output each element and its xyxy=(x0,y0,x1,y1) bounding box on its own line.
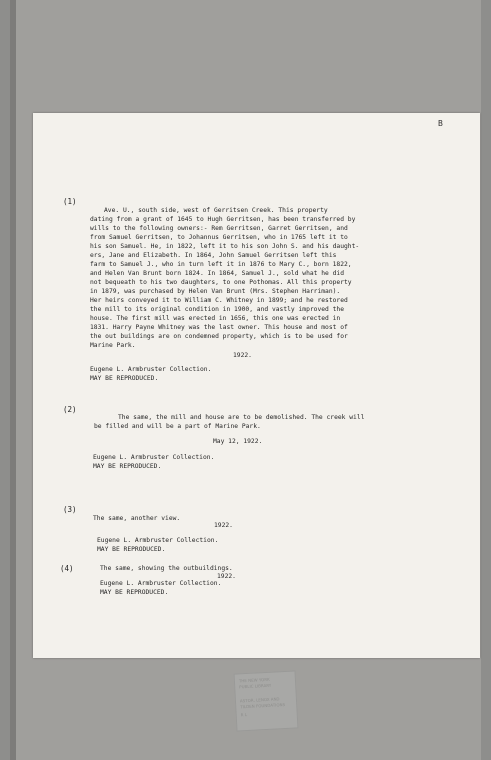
reproduction-notice: MAY BE REPRODUCED. xyxy=(97,546,166,553)
stamp-line: ASTOR, LENOX AND xyxy=(239,696,280,704)
entry-text-line: be filled and will be a part of Marine Park. xyxy=(94,423,261,430)
entry-text-line: and Helen Van Brunt born 1824. In 1864, Samuel J., sold what he did xyxy=(90,270,345,277)
entry-text-line: The same, another view. xyxy=(93,515,181,522)
entry-date: 1922. xyxy=(217,573,236,580)
reproduction-notice: MAY BE REPRODUCED. xyxy=(93,463,162,470)
collection-credit: Eugene L. Armbruster Collection. xyxy=(93,454,215,461)
entry-date: May 12, 1922. xyxy=(213,438,263,445)
entry-text-line: ers, Jane and Elizabeth. In 1864, John Samuel Gerritsen left this xyxy=(90,252,337,259)
entry-text-line: wills to the following owners:- Rem Gerritsen, Garret Gerritsen, and xyxy=(90,225,348,232)
reproduction-notice: MAY BE REPRODUCED. xyxy=(90,375,159,382)
stamp-line: THE NEW YORK xyxy=(238,676,270,684)
entry-text-line: 1831. Harry Payne Whitney was the last owner. This house and most of xyxy=(90,324,348,331)
stamp-line: R L xyxy=(240,712,248,718)
typed-page xyxy=(33,113,480,658)
collection-credit: Eugene L. Armbruster Collection. xyxy=(100,580,222,587)
entry-text-line: house. The first mill was erected in 1656, this one was erected in xyxy=(90,315,341,322)
entry-number: (1) xyxy=(63,197,77,206)
entry-date: 1922. xyxy=(214,522,233,529)
entry-text-line: not bequeath to his two daughters, to one Pothomas. All this property xyxy=(90,279,352,286)
entry-text-line: farm to Samuel J., who in turn left it in 1876 to Mary C., born 1822, xyxy=(90,261,352,268)
entry-text-line: Marine Park. xyxy=(90,342,136,349)
entry-date: 1922. xyxy=(233,352,252,359)
library-stamp xyxy=(234,670,299,731)
entry-number: (3) xyxy=(63,505,77,514)
page-letter: B xyxy=(438,119,443,128)
entry-text-line: the mill to its original condition in 1900, and vastly improved the xyxy=(90,306,345,313)
entry-text-line: dating from a grant of 1645 to Hugh Gerritsen, has been transferred by xyxy=(90,216,356,223)
collection-credit: Eugene L. Armbruster Collection. xyxy=(97,537,219,544)
entry-text-line: in 1879, was purchased by Helen Van Brunt (Mrs. Stephen Harriman). xyxy=(90,288,341,295)
stamp-line: PUBLIC LIBRARY xyxy=(239,682,272,690)
backing-board-edge xyxy=(10,0,16,760)
collection-credit: Eugene L. Armbruster Collection. xyxy=(90,366,212,373)
entry-text-line: the out buildings are on condemned property, which is to be used for xyxy=(90,333,348,340)
entry-text-line: The same, the mill and house are to be demolished. The creek will xyxy=(118,414,365,421)
entry-text-line: his son Samuel. He, in 1822, left it to his son John S. and his daught- xyxy=(90,243,360,250)
entry-text-line: The same, showing the outbuildings. xyxy=(100,565,233,572)
entry-text-line: Her heirs conveyed it to William C. Whitney in 1899; and he restored xyxy=(90,297,348,304)
entry-text-line: Ave. U., south side, west of Gerritsen Creek. This property xyxy=(104,207,328,214)
reproduction-notice: MAY BE REPRODUCED. xyxy=(100,589,169,596)
stamp-line: TILDEN FOUNDATIONS xyxy=(240,702,286,710)
entry-number: (4) xyxy=(60,564,74,573)
entry-number: (2) xyxy=(63,405,77,414)
entry-text-line: from Samuel Gerritsen, to Johannus Gerritsen, who in 1765 left it to xyxy=(90,234,348,241)
